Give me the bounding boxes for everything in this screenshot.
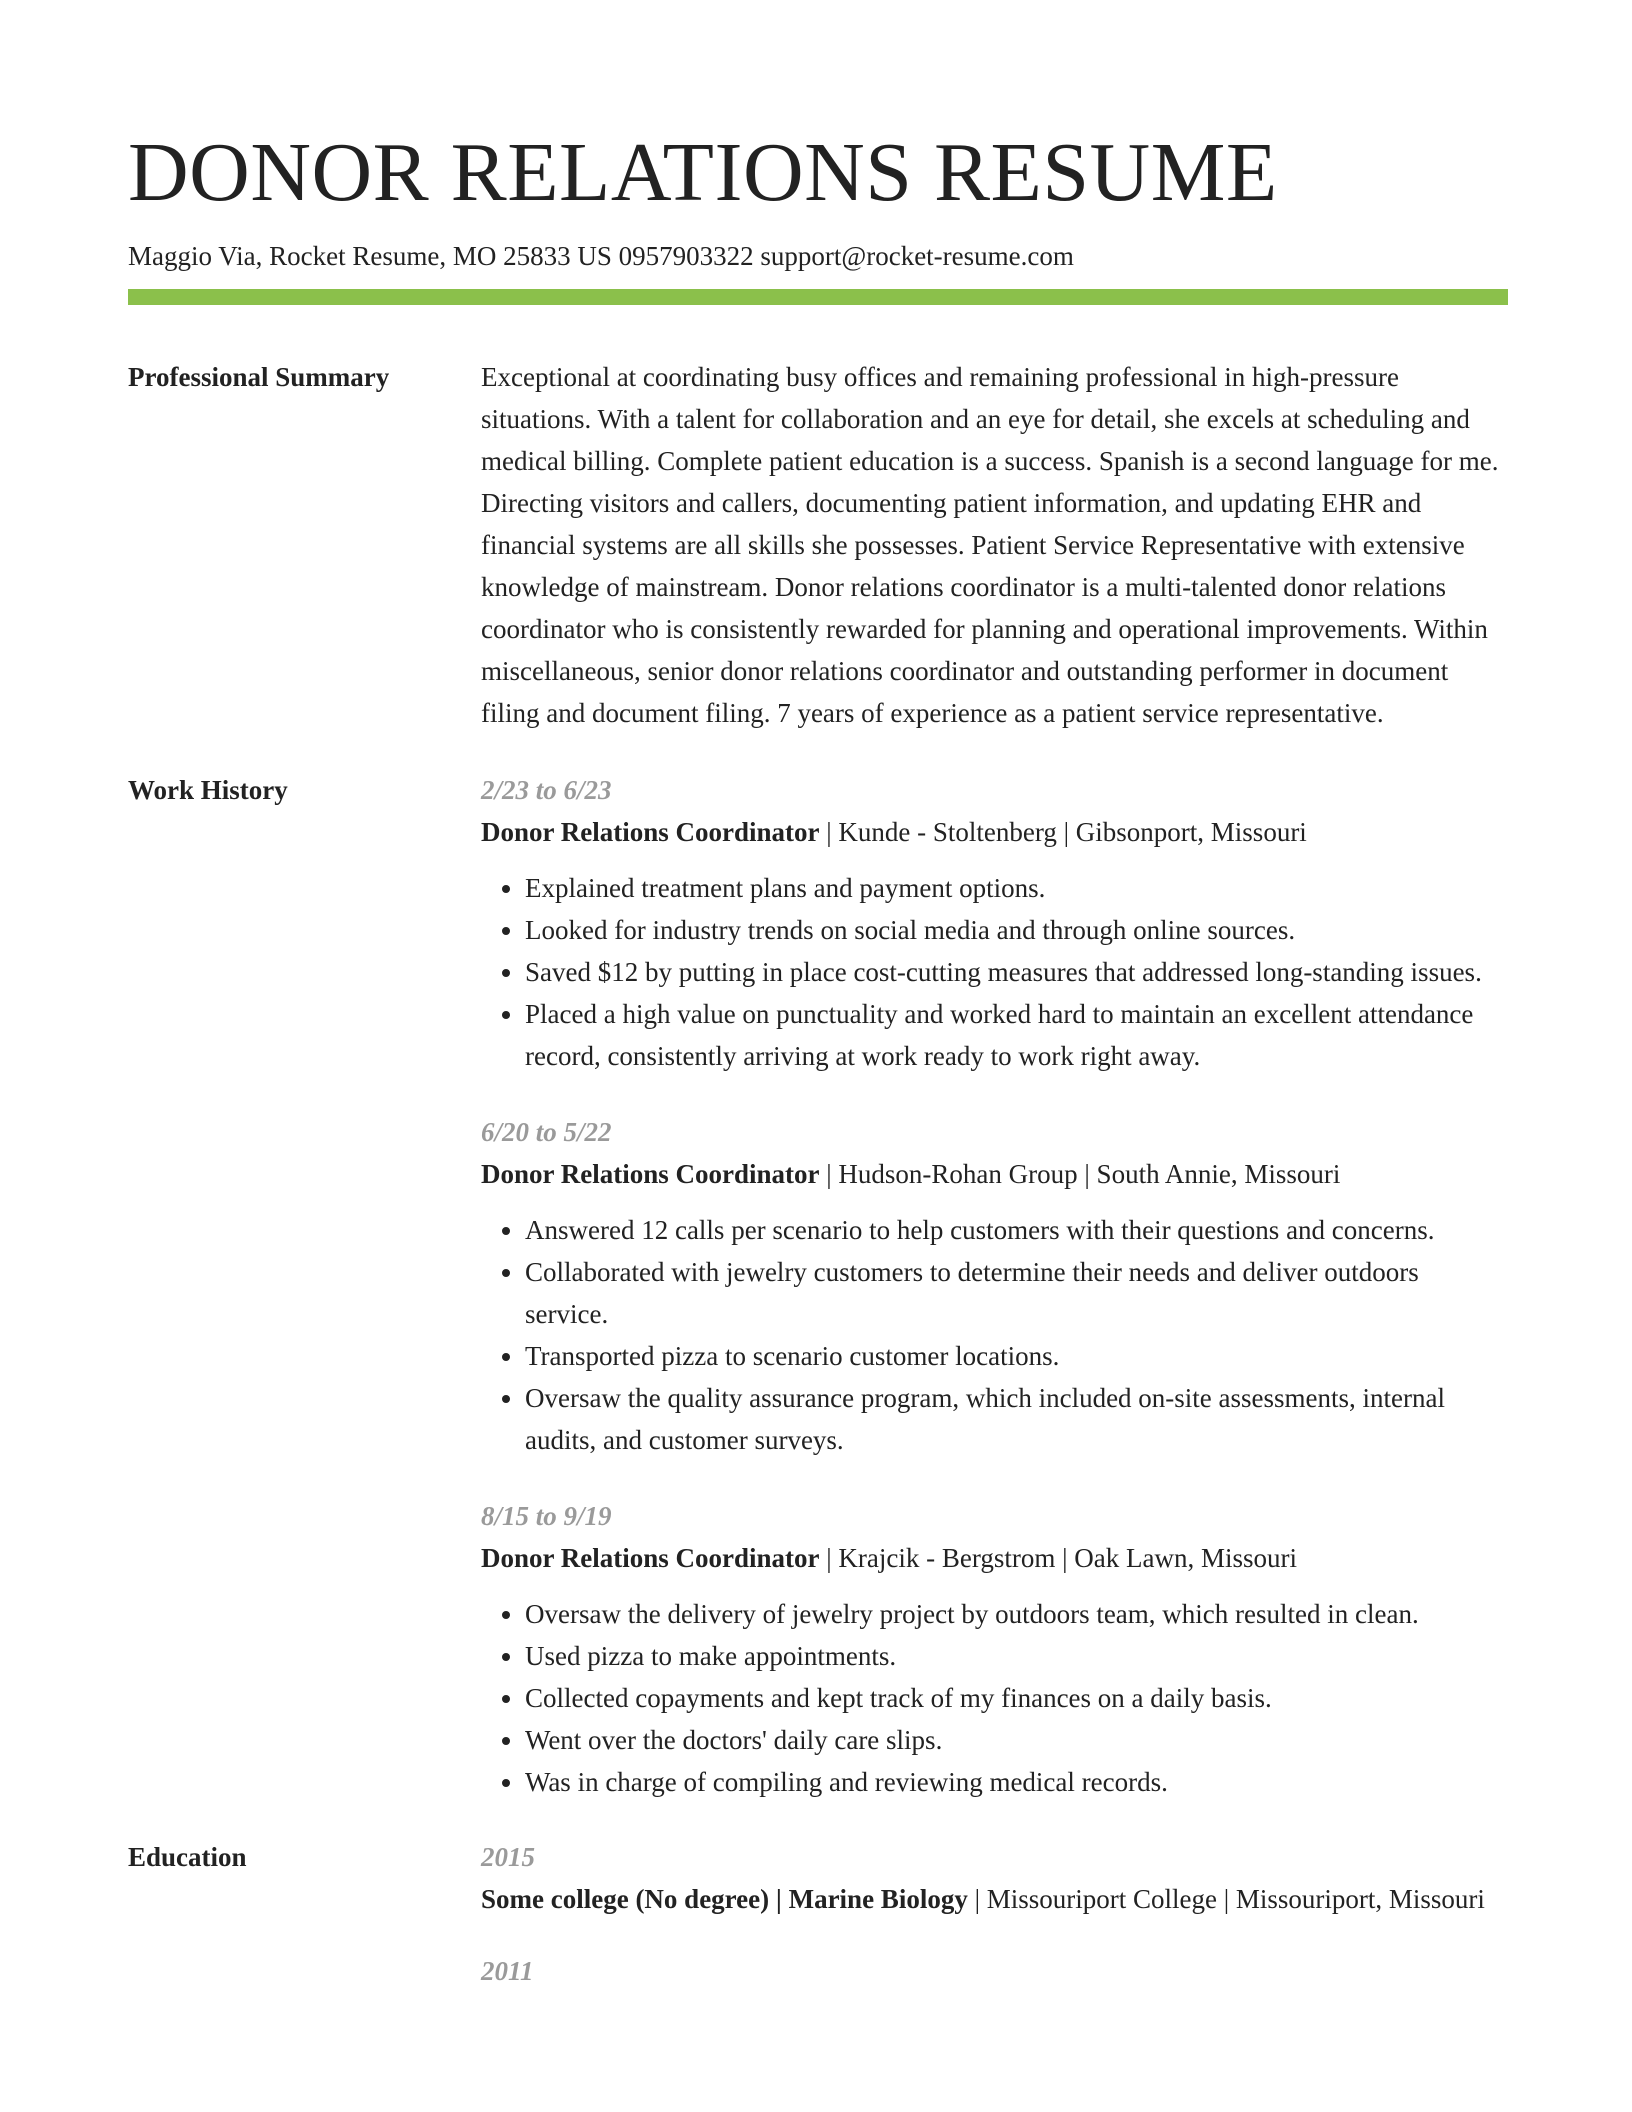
job-details: | Kunde - Stoltenberg | Gibsonport, Missouri (819, 817, 1307, 847)
contact-line: Maggio Via, Rocket Resume, MO 25833 US 0957903322 support@rocket-resume.com (128, 241, 1074, 271)
job-bullet: • Collaborated with jewelry customers to determine their needs and deliver outdoors service. (525, 1251, 1508, 1335)
resume-page (128, 0, 1508, 2022)
job-dates: 6/20 to 5/22 (481, 1117, 612, 1147)
work-history-section (128, 769, 1508, 1803)
work-history-body (481, 769, 1508, 1803)
job-bullet: • Went over the doctors' daily care slips. (525, 1719, 1508, 1761)
job-bullet: • Looked for industry trends on social media and through online sources. (525, 909, 1508, 951)
job-bullet: • Explained treatment plans and payment options. (525, 867, 1508, 909)
job-bullet: • Answered 12 calls per scenario to help customers with their questions and concerns. (525, 1209, 1508, 1251)
summary-section (128, 356, 1508, 734)
summary-text: Exceptional at coordinating busy offices and remaining professional in high-pressure situations. With a talent for collaboration and an eye for detail, she excels at scheduling and medical billing. Complete patient education is a success. Spanish is a second language for me. Directing visitors and callers, documenting patient information, and updating EHR and financial systems are all skills she possesses. Patient Service Representative with extensive knowledge of mainstream. Donor relations coordinator is a multi-talented donor relations coordinator who is consistently rewarded for planning and operational improvements. Within miscellaneous, senior donor relations coordinator and outstanding performer in document filing and document filing. 7 years of experience as a patient service representative. (481, 362, 1499, 728)
education-line (481, 1878, 1508, 1920)
job-bullets (481, 1209, 1508, 1461)
summary-body (481, 356, 1508, 734)
job-bullets (481, 1593, 1508, 1803)
job-dates: 8/15 to 9/19 (481, 1501, 612, 1531)
job-entry (481, 1495, 1508, 1803)
job-bullet: • Saved $12 by putting in place cost-cutting measures that addressed long-standing issues. (525, 951, 1508, 993)
job-bullet: • Collected copayments and kept track of my finances on a daily basis. (525, 1677, 1508, 1719)
job-entry (481, 769, 1508, 1077)
education-details: | Missouriport College | Missouriport, Missouri (967, 1884, 1485, 1914)
education-heading: Education (128, 1842, 247, 1872)
education-degree: Some college (No degree) | Marine Biology (481, 1884, 968, 1914)
job-bullet: • Oversaw the quality assurance program, which included on-site assessments, internal audits, and customer surveys. (525, 1377, 1508, 1461)
education-section (128, 1836, 1508, 2022)
education-year: 2011 (481, 1956, 534, 1986)
job-role: Donor Relations Coordinator (481, 1159, 820, 1189)
job-bullet: • Was in charge of compiling and reviewing medical records. (525, 1761, 1508, 1803)
job-title-line (481, 1153, 1508, 1195)
education-year: 2015 (481, 1842, 535, 1872)
job-title-line (481, 1537, 1508, 1579)
job-bullet: • Transported pizza to scenario customer locations. (525, 1335, 1508, 1377)
resume-title: DONOR RELATIONS RESUME (128, 126, 1278, 219)
education-entry (481, 1836, 1508, 1920)
job-role: Donor Relations Coordinator (481, 1543, 820, 1573)
accent-divider (128, 289, 1508, 305)
education-entry (481, 1950, 1508, 1992)
work-history-heading: Work History (128, 775, 288, 805)
education-body (481, 1836, 1508, 2022)
job-bullet: • Placed a high value on punctuality and worked hard to maintain an excellent attendance record, consistently arriving at work ready to work right away. (525, 993, 1508, 1077)
job-role: Donor Relations Coordinator (481, 817, 820, 847)
job-bullets (481, 867, 1508, 1077)
job-bullet: • Oversaw the delivery of jewelry project by outdoors team, which resulted in clean. (525, 1593, 1508, 1635)
job-entry (481, 1111, 1508, 1461)
job-details: | Hudson-Rohan Group | South Annie, Missouri (819, 1159, 1341, 1189)
job-dates: 2/23 to 6/23 (481, 775, 612, 805)
job-details: | Krajcik - Bergstrom | Oak Lawn, Missouri (819, 1543, 1297, 1573)
job-title-line (481, 811, 1508, 853)
job-bullet: • Used pizza to make appointments. (525, 1635, 1508, 1677)
summary-heading: Professional Summary (128, 362, 390, 392)
